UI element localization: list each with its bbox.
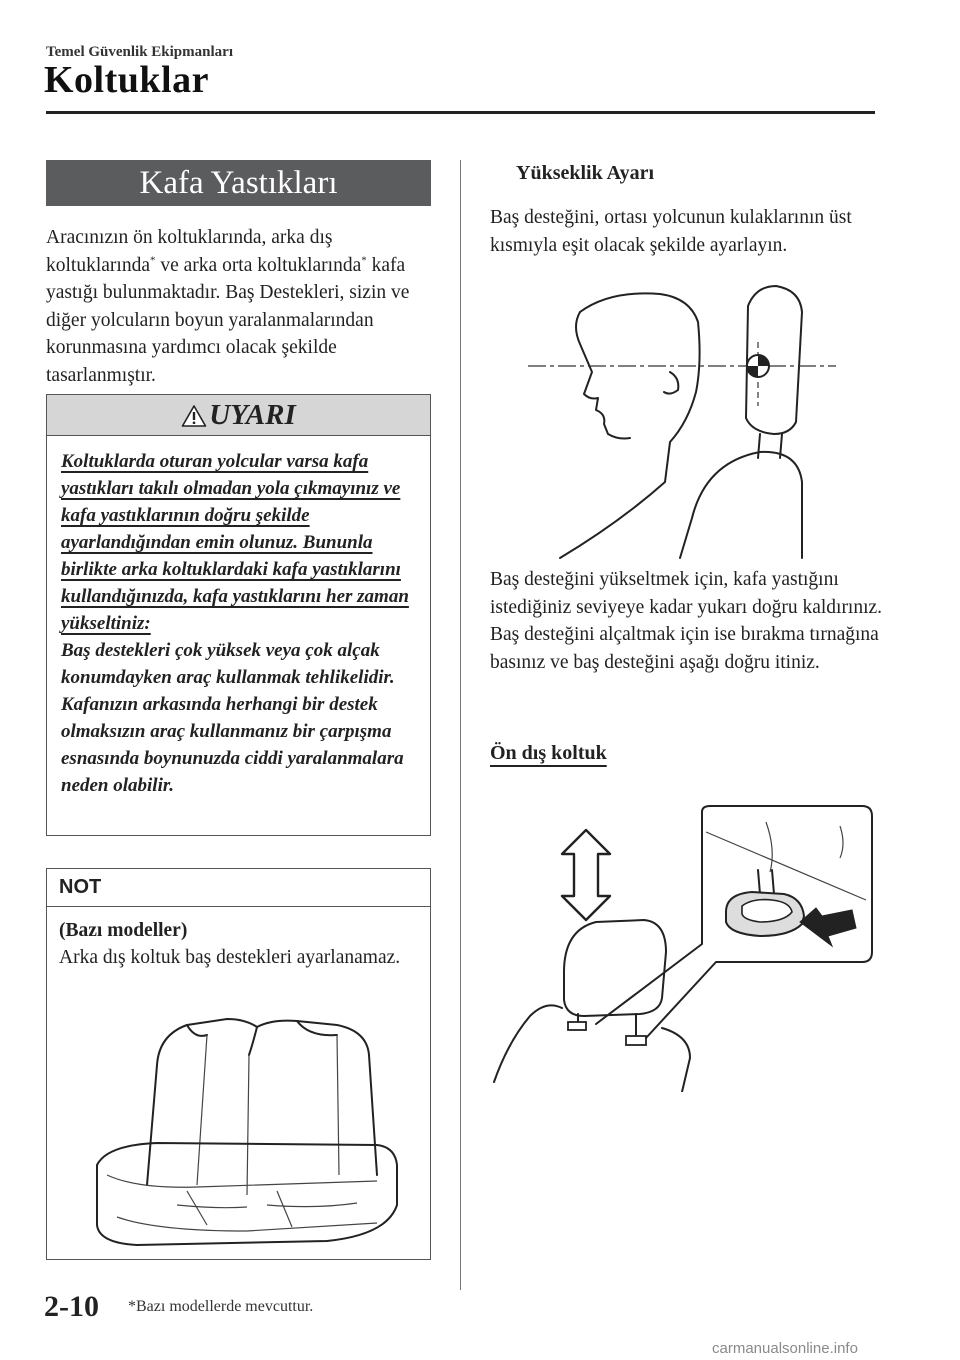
warning-text: Baş destekleri çok yüksek veya çok alçak konumdayken araç kullanmak tehlikelidir. Kafanızın arkasında herhangi bir destek olmaksızın araç kullanmanız bir çarpışma esnasında boynunuzda ciddi yaralanmalara neden olabilir. (61, 640, 404, 796)
paragraph-raise-text: Baş desteğini yükseltmek için, kafa yastığını istediğiniz seviyeye kadar yukarı doğru kaldırınız. (490, 569, 883, 618)
warning-header (47, 395, 430, 436)
intro-paragraph (46, 224, 436, 389)
paragraph-raise-lower (490, 566, 890, 676)
subheading-height-adjust: Yükseklik Ayarı (516, 162, 654, 184)
intro-part1: Aracınızın ön koltuklarında, arka dış koltuklarında (46, 227, 333, 276)
warning-box (46, 394, 431, 836)
subsection-front-outer-seat: Ön dış koltuk (490, 742, 607, 764)
paragraph-adjust-text: Baş desteğini, ortası yolcunun kulaklarının üst kısmıyla eşit olacak şekilde ayarlayın. (490, 207, 852, 256)
header-rule (46, 111, 875, 114)
watermark[interactable]: carmanualsonline.info (712, 1340, 858, 1357)
intro-footnote-mark: * (149, 254, 156, 266)
intro-part3: kafa yastığı bulunmaktadır. Baş Destekleri, sizin ve diğer yolcuların boyun yaralanmalarından korunmasına yardımcı olacak şekilde tasarlanmıştır. (46, 254, 410, 386)
note-body (47, 907, 430, 971)
warning-title: UYARI (209, 399, 296, 431)
section-label: Temel Güvenlik Ekipmanları (46, 44, 233, 60)
warning-body (47, 436, 430, 799)
warning-triangle-icon (181, 404, 207, 428)
intro-part2: ve arka orta koltuklarında (155, 254, 362, 276)
paragraph-lower-text: Baş desteğini alçaltmak için ise bırakma tırnağına basınız ve baş desteğini aşağı doğru itiniz. (490, 624, 879, 673)
chapter-title: Koltuklar (44, 59, 209, 101)
warning-underlined-text: Koltuklarda oturan yolcular varsa kafa yastıkları takılı olmadan yola çıkmayınız ve kafa yastıklarının doğru şekilde ayarlandığından emin olunuz. Bununla birlikte arka koltuklardaki kafa yastıklarını kullandığınızda, kafa yastıklarını her zaman yükseltiniz: (61, 451, 409, 634)
page-number: 2-10 (44, 1290, 99, 1323)
rear-seat-illustration (77, 995, 407, 1250)
note-header: NOT (47, 869, 430, 907)
section-banner: Kafa Yastıkları (46, 160, 431, 206)
paragraph-adjust (490, 204, 890, 259)
footnote: *Bazı modellerde mevcuttur. (128, 1298, 314, 1315)
note-box (46, 868, 431, 1260)
note-text: Arka dış koltuk baş destekleri ayarlanamaz. (59, 947, 401, 968)
column-divider (460, 160, 461, 1290)
note-bold-line: (Bazı modeller) (59, 920, 188, 941)
front-seat-headrest-illustration (490, 802, 882, 1092)
intro-footnote-mark: * (361, 254, 367, 266)
head-position-illustration (520, 282, 840, 560)
